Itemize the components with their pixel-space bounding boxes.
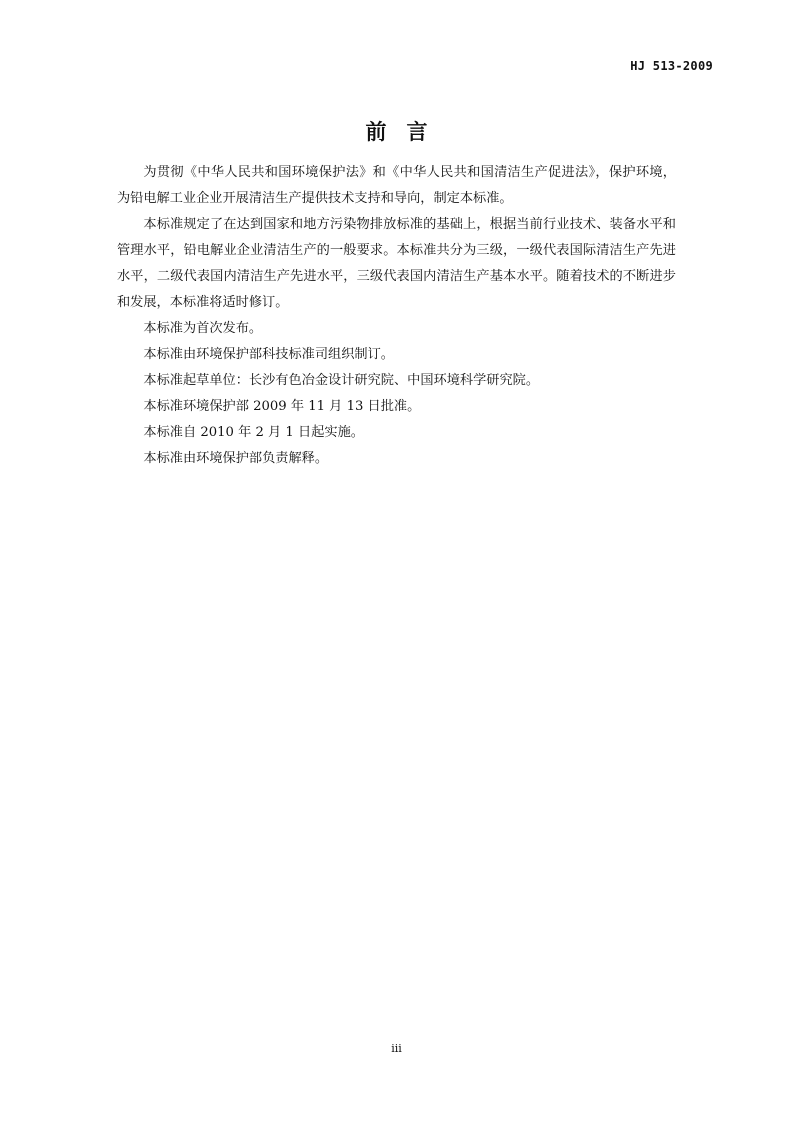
document-code: HJ 513-2009: [630, 59, 713, 73]
page-number: iii: [391, 1042, 402, 1055]
foreword-body: [117, 160, 676, 472]
paragraph-effective-date: 本标准自 2010 年 2 月 1 日起实施。: [143, 425, 364, 440]
paragraph-scope: 本标准规定了在达到国家和地方污染物排放标准的基础上，根据当前行业技术、装备水平和管理水平，铅电解业企业清洁生产的一般要求。本标准共分为三级，一级代表国际清洁生产先进水平，二级代表国内清洁生产先进水平，三级代表国内清洁生产基本水平。随着技术的不断进步和发展，本标准将适时修订。: [117, 217, 676, 310]
paragraph-purpose: 为贯彻《中华人民共和国环境保护法》和《中华人民共和国清洁生产促进法》，保护环境，为铅电解工业企业开展清洁生产提供技术支持和导向，制定本标准。: [117, 165, 676, 206]
paragraph-drafting-units: 本标准起草单位：长沙有色冶金设计研究院、中国环境科学研究院。: [143, 373, 540, 388]
paragraph-approval-date: 本标准环境保护部 2009 年 11 月 13 日批准。: [143, 399, 421, 414]
page-title: 前言: [365, 120, 448, 144]
paragraph-organizer: 本标准由环境保护部科技标准司组织制订。: [143, 347, 394, 362]
paragraph-first-release: 本标准为首次发布。: [143, 321, 263, 336]
paragraph-interpretation: 本标准由环境保护部负责解释。: [143, 451, 329, 466]
